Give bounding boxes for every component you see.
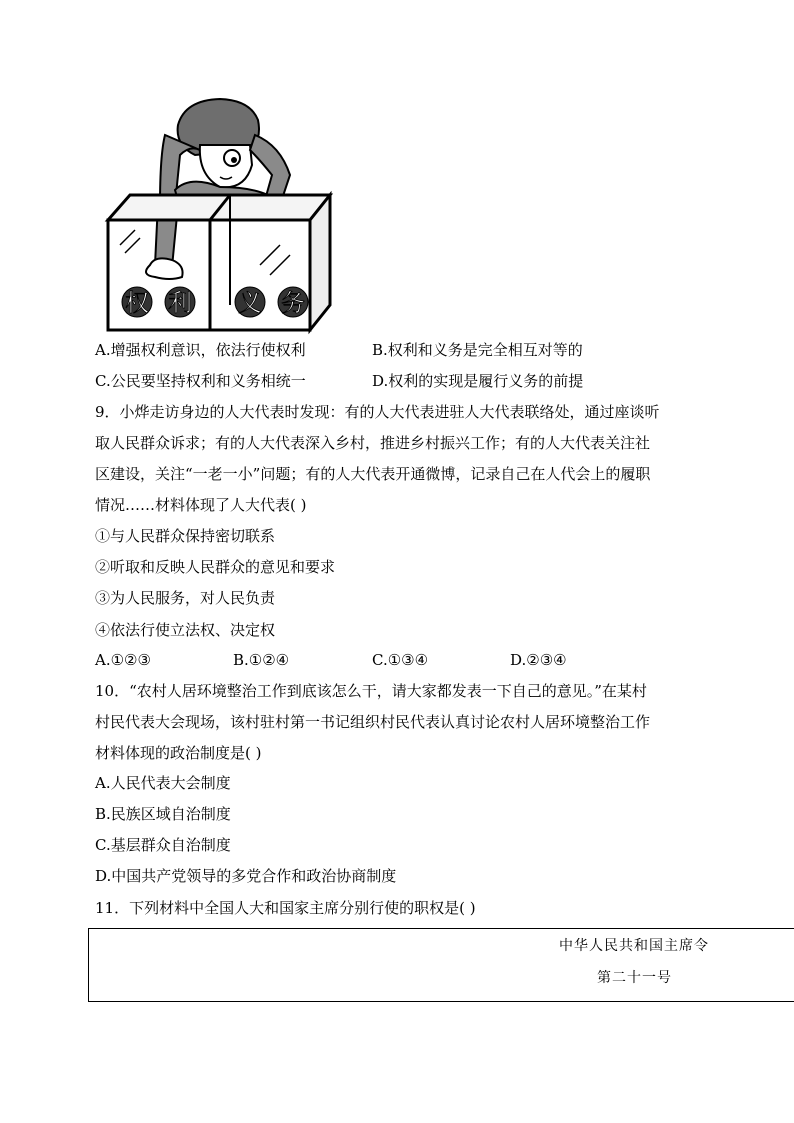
ball-label-3: 义 — [238, 289, 262, 317]
cartoon-drawing — [100, 95, 340, 335]
q9-item-4: ④依法行使立法权、决定权 — [95, 621, 276, 639]
q8-option-d: D.权利的实现是履行义务的前提 — [372, 372, 584, 390]
q9-stem-line-4: 情况……材料体现了人大代表( ) — [95, 496, 307, 514]
q8-option-c: C.公民要坚持权利和义务相统一 — [95, 372, 306, 390]
decree-number: 第二十一号 — [597, 970, 672, 986]
cartoon-illustration — [100, 95, 340, 335]
q10-stem-line-2: 村民代表大会现场，该村驻村第一书记组织村民代表认真讨论农村人居环境整治工作 — [95, 713, 651, 731]
q9-item-3: ③为人民服务，对人民负责 — [95, 589, 276, 607]
q9-option-d: D.②③④ — [510, 651, 567, 669]
q9-option-b: B.①②④ — [233, 651, 290, 669]
ball-label-2: 利 — [168, 289, 192, 317]
q9-option-c: C.①③④ — [372, 651, 429, 669]
q10-option-c: C.基层群众自治制度 — [95, 836, 231, 854]
q10-option-a: A.人民代表大会制度 — [95, 774, 231, 792]
q10-stem-line-3: 材料体现的政治制度是( ) — [95, 744, 262, 762]
decree-header: 中华人民共和国主席令 — [559, 938, 709, 954]
material-box — [88, 928, 794, 1002]
q8-option-b: B.权利和义务是完全相互对等的 — [372, 341, 583, 359]
q10-stem-line-1: 10．“农村人居环境整治工作到底该怎么干，请大家都发表一下自己的意见。”在某村 — [95, 682, 647, 700]
q9-option-a: A.①②③ — [95, 651, 151, 669]
q8-option-a: A.增强权利意识，依法行使权利 — [95, 341, 306, 359]
q9-item-1: ①与人民群众保持密切联系 — [95, 527, 276, 545]
q9-stem-line-1: 9．小烨走访身边的人大代表时发现：有的人大代表进驻人大代表联络处，通过座谈听 — [95, 403, 660, 421]
ball-label-4: 务 — [281, 289, 305, 317]
q9-stem-line-2: 取人民群众诉求；有的人大代表深入乡村，推进乡村振兴工作；有的人大代表关注社 — [95, 434, 651, 452]
ball-label-1: 权 — [125, 289, 149, 317]
q9-stem-line-3: 区建设，关注“一老一小”问题；有的人大代表开通微博，记录自己在人代会上的履职 — [95, 465, 651, 483]
q10-option-d: D.中国共产党领导的多党合作和政治协商制度 — [95, 867, 397, 885]
q9-item-2: ②听取和反映人民群众的意见和要求 — [95, 558, 336, 576]
q11-stem: 11．下列材料中全国人大和国家主席分别行使的职权是( ) — [95, 899, 476, 917]
q10-option-b: B.民族区域自治制度 — [95, 805, 231, 823]
